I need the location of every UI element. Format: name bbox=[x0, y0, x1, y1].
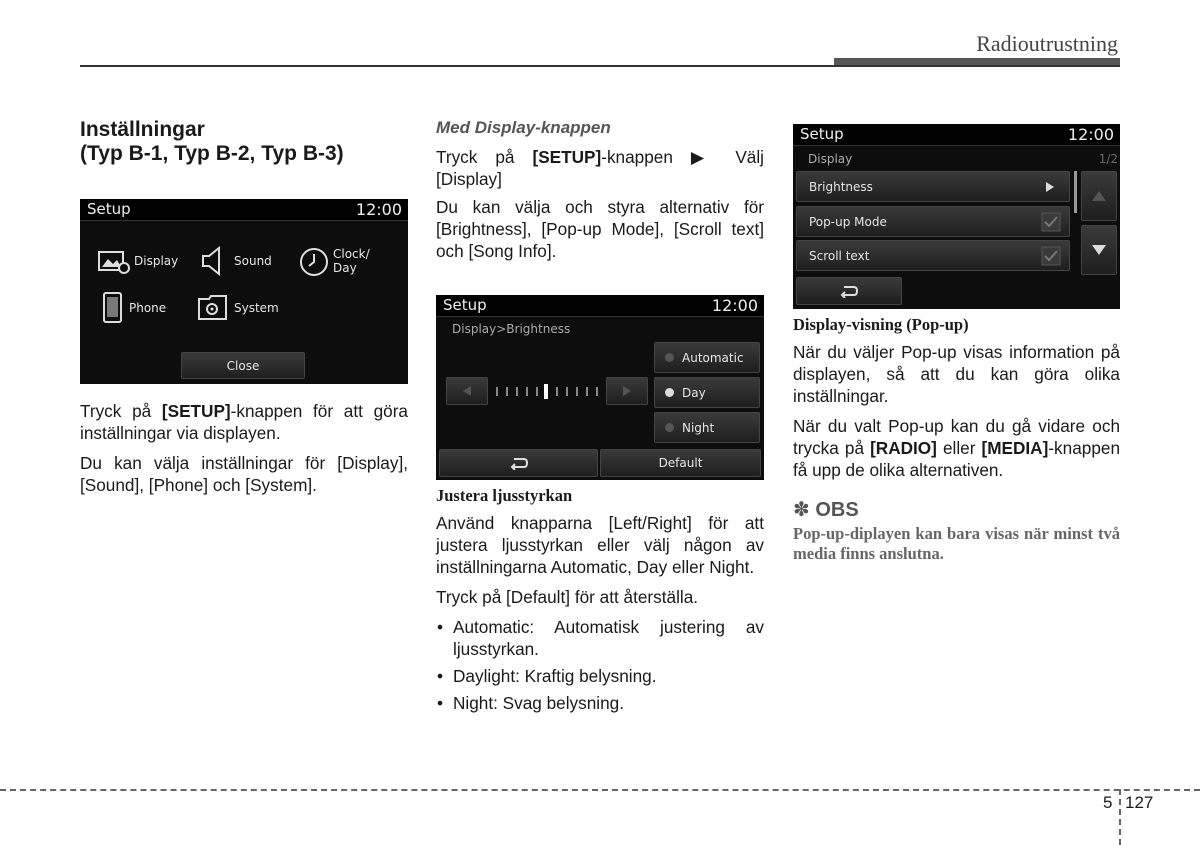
default-button[interactable]: Default bbox=[600, 449, 761, 477]
clock-icon bbox=[298, 246, 330, 278]
left-column bbox=[80, 118, 408, 166]
menu-phone-label: Phone bbox=[129, 301, 167, 315]
middle-paragraph-4: Tryck på [Default] för att återställa. bbox=[436, 587, 699, 607]
back-arrow-icon bbox=[839, 284, 859, 298]
list-item: • Daylight: Kraftig belysning. bbox=[436, 665, 764, 687]
scrollbar[interactable] bbox=[1074, 171, 1077, 213]
menu-sound-label: Sound bbox=[234, 254, 272, 268]
radio-dot-icon bbox=[665, 423, 674, 432]
obs-note: Pop-up-diplayen kan bara visas när minst två media finns anslutna. bbox=[793, 524, 1120, 563]
option-automatic[interactable]: Automatic bbox=[654, 342, 760, 373]
caption-popup: Display-visning (Pop-up) bbox=[793, 315, 969, 334]
header-rule bbox=[80, 65, 1120, 67]
close-button[interactable]: Close bbox=[181, 352, 305, 379]
page-number: 127 bbox=[1125, 793, 1154, 812]
scroll-up-button[interactable] bbox=[1081, 171, 1117, 221]
middle-column-top bbox=[436, 117, 764, 270]
middle-paragraph-1: Tryck på [SETUP]-knappen ▶ Välj [Display] bbox=[436, 147, 764, 189]
display-popup-screen-image bbox=[793, 124, 1120, 309]
row-scroll-text[interactable]: Scroll text bbox=[796, 240, 1070, 271]
middle-paragraph-3: Använd knapparna [Left/Right] för att justera ljusstyrkan eller välj någon av inställningarna Automatic, Day eller Night. bbox=[436, 513, 764, 577]
bullet-list bbox=[436, 616, 764, 714]
screen-title-bar bbox=[793, 124, 1120, 146]
speaker-icon bbox=[200, 246, 224, 276]
middle-paragraph-2: Du kan välja och styra alternativ för [Brightness], [Pop-up Mode], [Scroll text] och [Song Info]. bbox=[436, 197, 764, 261]
screen-clock: 12:00 bbox=[1067, 125, 1114, 144]
down-arrow-icon bbox=[1091, 244, 1107, 256]
right-paragraph-1: När du väljer Pop-up visas information på displayen, så att du kan göra olika inställningar. bbox=[793, 342, 1120, 406]
right-column bbox=[793, 314, 1120, 564]
screen-title: Setup bbox=[87, 200, 131, 218]
left-arrow-icon bbox=[461, 385, 473, 397]
brightness-slider[interactable] bbox=[494, 382, 604, 400]
page-indicator: 1/2 bbox=[1098, 152, 1118, 166]
left-paragraph-1: Tryck på [SETUP]-knappen för att göra inställningar via displayen. bbox=[80, 401, 408, 443]
row-brightness[interactable]: Brightness bbox=[796, 171, 1070, 202]
row-popup-mode[interactable]: Pop-up Mode bbox=[796, 206, 1070, 237]
back-button[interactable] bbox=[796, 277, 902, 305]
right-arrow-button[interactable] bbox=[606, 377, 648, 405]
right-paragraph-2: När du valt Pop-up kan du gå vidare och trycka på [RADIO] eller [MEDIA]-knappen få upp de olika alternativen. bbox=[793, 416, 1120, 480]
arrow-right-icon: ▶ bbox=[690, 147, 718, 167]
running-header: Radioutrustning bbox=[976, 31, 1118, 56]
setup-screen-image bbox=[80, 199, 408, 384]
up-arrow-icon bbox=[1091, 190, 1107, 202]
subheading: Med Display-knappen bbox=[436, 118, 611, 137]
left-body bbox=[80, 400, 408, 504]
back-arrow-icon bbox=[509, 456, 529, 470]
radio-dot-icon bbox=[665, 388, 674, 397]
section-number: 5 bbox=[1103, 793, 1113, 812]
middle-column-bottom bbox=[436, 485, 764, 719]
screen-title-bar bbox=[80, 199, 408, 221]
screen-clock: 12:00 bbox=[711, 296, 758, 315]
menu-clock-label: Clock/ Day bbox=[333, 247, 370, 275]
option-day[interactable]: Day bbox=[654, 377, 760, 408]
system-gear-icon bbox=[197, 293, 229, 321]
checkbox-icon[interactable] bbox=[1041, 246, 1061, 266]
left-arrow-button[interactable] bbox=[446, 377, 488, 405]
caption-brightness: Justera ljusstyrkan bbox=[436, 486, 573, 505]
display-icon bbox=[98, 249, 132, 275]
screen-title-bar bbox=[436, 295, 764, 317]
screen-breadcrumb: Display bbox=[808, 152, 853, 166]
screen-clock: 12:00 bbox=[355, 200, 402, 219]
play-arrow-icon bbox=[1045, 182, 1055, 192]
left-paragraph-2: Du kan välja inställningar för [Display], [Sound], [Phone] och [System]. bbox=[80, 453, 408, 495]
screen-title: Setup bbox=[443, 296, 487, 314]
phone-icon bbox=[102, 292, 124, 324]
menu-display-label: Display bbox=[134, 254, 179, 268]
screen-title: Setup bbox=[800, 125, 844, 143]
section-heading: Inställningar (Typ B-1, Typ B-2, Typ B-3) bbox=[80, 118, 344, 165]
footer-rule bbox=[0, 789, 1200, 791]
brightness-screen-image bbox=[436, 295, 764, 480]
screen-breadcrumb: Display>Brightness bbox=[452, 322, 571, 336]
radio-dot-icon bbox=[665, 353, 674, 362]
back-button[interactable] bbox=[439, 449, 598, 477]
scroll-down-button[interactable] bbox=[1081, 225, 1117, 275]
option-night[interactable]: Night bbox=[654, 412, 760, 443]
checkbox-icon[interactable] bbox=[1041, 212, 1061, 232]
obs-heading: ✽ OBS bbox=[793, 499, 859, 521]
list-item: • Night: Svag belysning. bbox=[436, 692, 764, 714]
footer-divider bbox=[1119, 789, 1121, 845]
menu-system-label: System bbox=[234, 301, 279, 315]
list-item: • Automatic: Automatisk justering av ljusstyrkan. bbox=[436, 616, 764, 660]
right-arrow-icon bbox=[621, 385, 633, 397]
